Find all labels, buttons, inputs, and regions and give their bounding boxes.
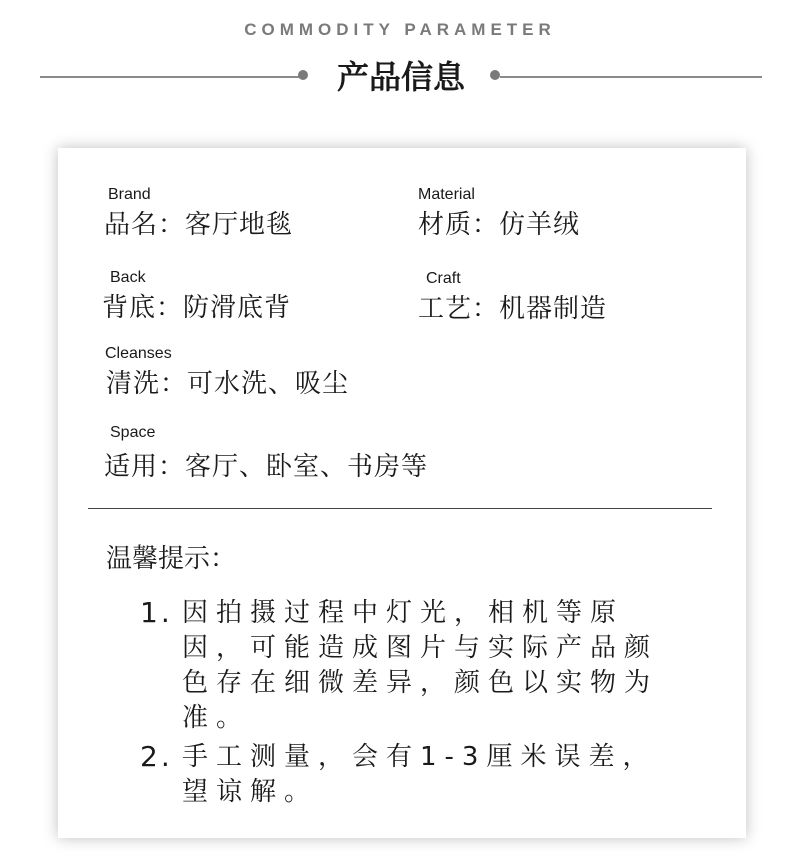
param-en-label: Space: [110, 424, 156, 441]
param-en-label: Brand: [108, 186, 151, 203]
section-eyebrow: COMMODITY PARAMETER: [244, 20, 556, 39]
param-en-label: Back: [110, 269, 146, 286]
tip-text: 手工测量，会有1-3厘米误差，望谅解。: [182, 742, 657, 807]
title-rule-left: [40, 76, 302, 78]
param-cn-value: 适用：客厅、卧室、书房等: [104, 452, 429, 482]
tip-number: 2.: [140, 740, 173, 773]
param-cn-value: 材质：仿羊绒: [418, 210, 581, 240]
title-row: [40, 52, 762, 102]
tips-title: 温馨提示：: [106, 544, 237, 574]
info-card: [58, 148, 746, 838]
title-dot-left: [298, 70, 308, 80]
param-en-label: Craft: [426, 270, 461, 287]
param-cn-value: 品名：客厅地毯: [104, 210, 294, 240]
title-rule-right: [500, 76, 762, 78]
param-cn-value: 清洗：可水洗、吸尘: [106, 369, 350, 399]
section-divider: [88, 508, 712, 509]
tip-text: 因拍摄过程中灯光，相机等原因，可能造成图片与实际产品颜色存在细微差异，颜色以实物为准。: [182, 598, 659, 733]
param-cn-value: 背底：防滑底背: [102, 293, 292, 323]
tip-number: 1.: [140, 596, 173, 629]
param-en-label: Cleanses: [105, 345, 172, 362]
param-en-label: Material: [418, 186, 475, 203]
param-cn-value: 工艺：机器制造: [418, 294, 608, 324]
page-title: 产品信息: [336, 58, 465, 96]
title-dot-right: [490, 70, 500, 80]
